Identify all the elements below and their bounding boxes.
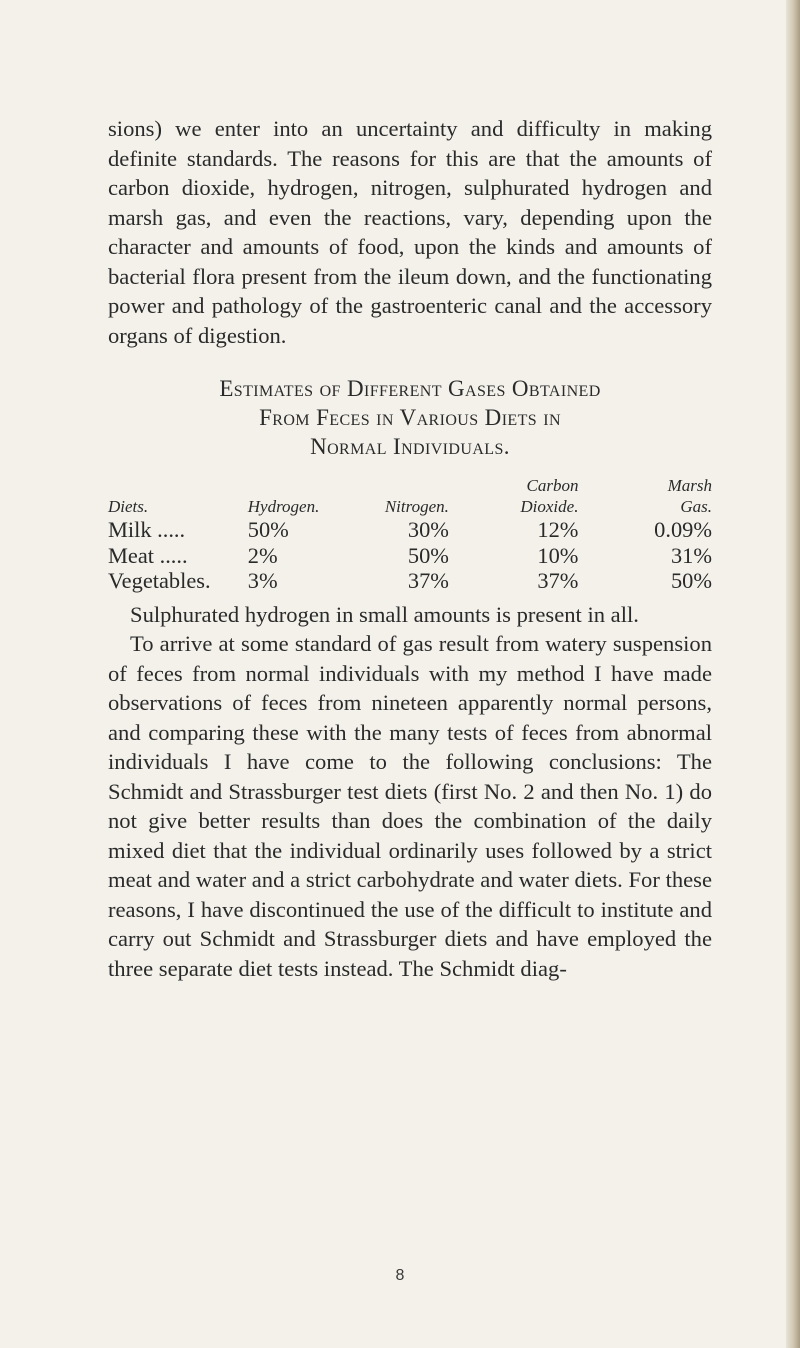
cell-carbon-dioxide: 12% bbox=[537, 517, 579, 542]
table-header-row bbox=[108, 475, 712, 517]
table-row bbox=[108, 543, 712, 569]
cell-diet: Milk ..... bbox=[108, 517, 186, 542]
table-row bbox=[108, 568, 712, 594]
page-edge-shadow bbox=[786, 0, 800, 1348]
cell-carbon-dioxide: 37% bbox=[537, 568, 579, 593]
header-carbon-line-1: Carbon bbox=[526, 476, 579, 495]
cell-marsh-gas: 50% bbox=[670, 568, 712, 593]
header-hydrogen: Hydrogen. bbox=[247, 497, 320, 516]
header-carbon-dioxide bbox=[449, 475, 579, 517]
cell-hydrogen: 2% bbox=[247, 542, 278, 568]
cell-nitrogen: 30% bbox=[407, 517, 449, 542]
heading-line-3: Normal Individuals. bbox=[310, 434, 510, 459]
gas-estimates-table bbox=[108, 475, 712, 594]
cell-carbon-dioxide: 10% bbox=[537, 542, 579, 568]
paragraph-intro: sions) we enter into an uncertainty and difficulty in making definite standards. The reasons for this are that the amounts of carbon dioxide, hydrogen, nitrogen, sulphurated hydrogen and marsh gas, and even the reactions, vary, depending upon the character and amounts of food, upon the kinds and amounts of bacterial flora present from the ileum down, and the functionating power and pathology of the gastroenteric canal and the accessory organs of digestion. bbox=[108, 116, 712, 348]
paragraph-conclusions: To arrive at some standard of gas result from watery suspension of feces from normal individuals with my method I have made observations of feces from nineteen apparently normal persons, and comparing these with the many tests of feces from abnormal individuals I have come to the following conclusions: The Schmidt and Strassburger test diets (first No. 2 and then No. 1) do not give better results than does the combination of the daily mixed diet that the individual ordinarily uses followed by a strict meat and water and a strict carbohydrate and water diets. For these reasons, I have discontinued the use of the difficult to institute and carry out Schmidt and Strassburger diets and have employed the three separate diet tests instead. The Schmidt diag- bbox=[108, 631, 712, 981]
page-number: 8 bbox=[395, 1267, 405, 1284]
cell-hydrogen: 3% bbox=[247, 568, 278, 593]
table-heading bbox=[108, 374, 712, 461]
header-marsh-line-1: Marsh bbox=[667, 476, 712, 495]
table-row bbox=[108, 517, 712, 543]
heading-line-1: Estimates of Different Gases Obtained bbox=[219, 376, 601, 401]
header-nitrogen: Nitrogen. bbox=[384, 497, 449, 516]
cell-diet: Vegetables. bbox=[108, 568, 211, 593]
cell-diet: Meat ..... bbox=[108, 542, 188, 568]
heading-line-2: From Feces in Various Diets in bbox=[259, 405, 561, 430]
header-diets: Diets. bbox=[108, 497, 149, 516]
cell-marsh-gas: 31% bbox=[670, 542, 712, 568]
cell-marsh-gas: 0.09% bbox=[654, 517, 712, 542]
cell-nitrogen: 37% bbox=[407, 568, 449, 593]
cell-nitrogen: 50% bbox=[407, 542, 449, 568]
header-marsh-line-2: Gas. bbox=[680, 497, 712, 516]
header-marsh-gas bbox=[578, 475, 712, 517]
header-carbon-line-2: Dioxide. bbox=[520, 497, 579, 516]
book-page bbox=[108, 114, 712, 983]
paragraph-sulphurated-note: Sulphurated hydrogen in small amounts is present in all. bbox=[130, 601, 639, 627]
cell-hydrogen: 50% bbox=[247, 517, 289, 542]
